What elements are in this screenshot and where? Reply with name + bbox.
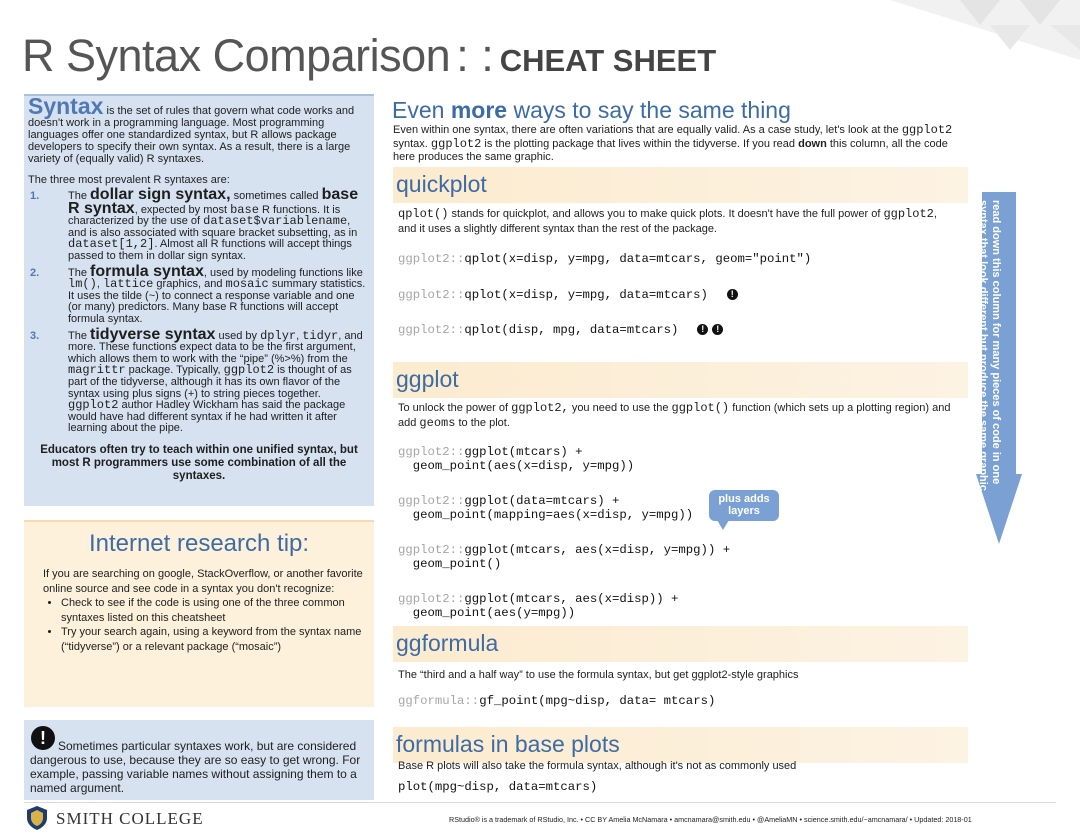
corner-decoration <box>660 0 1080 60</box>
syntax-item-text: R functions. It is characterized by the use of <box>68 203 341 228</box>
section-title-even-more <box>392 97 791 124</box>
title-sub: CHEAT SHEET <box>499 43 717 78</box>
syntax-intro <box>28 93 370 165</box>
ggplot-code: ggplot() <box>671 401 730 415</box>
educators-note: Educators often try to teach within one unified syntax, but most R programmers use some combination of all the syntaxes. <box>40 443 358 482</box>
title-separator: : : <box>456 30 494 81</box>
syntax-prevalent: The three most prevalent R syntaxes are: <box>28 174 230 186</box>
syntax-item-dollar <box>28 186 370 263</box>
research-tip-list <box>43 596 363 654</box>
page-title <box>22 30 716 82</box>
syntax-item-text: . Almost all R functions will accept things passed to them in dollar sign syntax. <box>68 238 352 262</box>
syntax-item-code: tidyr <box>302 328 339 343</box>
syntax-panel <box>24 94 374 506</box>
quickplot-description <box>398 207 953 237</box>
syntax-item-pre: The <box>68 190 87 202</box>
research-tip-panel <box>24 520 374 707</box>
code-text: ggplot(mtcars) + <box>464 445 583 459</box>
syntax-item-pre: The <box>68 329 87 342</box>
ggplot-description <box>398 401 963 431</box>
syntax-item-code: lm() <box>68 277 97 292</box>
syntax-item-text: graphics, and <box>156 278 223 291</box>
syntax-item-number: 2. <box>30 266 40 279</box>
down-arrow-label-wrap <box>968 200 1008 500</box>
ggplot-text: To unlock the power of <box>398 402 509 414</box>
syntax-item-code: magrittr <box>68 363 126 378</box>
even-more-code: ggplot2 <box>430 136 482 151</box>
code-block <box>398 445 634 473</box>
research-tip-title: Internet research tip: <box>88 530 310 557</box>
quickplot-text: stands for quickplot, and allows you to make quick plots. It doesn't have the full power of <box>451 208 881 220</box>
code-line <box>398 323 723 337</box>
syntax-item-code: dplyr <box>260 328 297 343</box>
syntax-heading: Syntax <box>28 93 104 119</box>
code-text: ggplot(mtcars, aes(x=disp, y=mpg)) + <box>464 543 731 557</box>
syntax-item-code: dataset$variablename <box>203 214 348 229</box>
ggplot-band <box>393 362 968 398</box>
code-text: qplot(disp, mpg, data=mtcars) <box>464 323 679 337</box>
syntax-item-text: sometimes called <box>233 190 319 202</box>
even-more-text: this column, all the code here produces the same graphic. <box>393 137 948 163</box>
syntax-item-name: tidyverse syntax <box>90 325 216 343</box>
even-more-text: Even within one syntax, there are often variations that are equally valid. As a case study, let's look at the <box>393 124 899 136</box>
even-more-title-part: ways to say the same thing <box>513 97 791 123</box>
research-tip-body <box>43 567 363 654</box>
syntax-item-code: base <box>230 202 259 217</box>
warning-icon: ! <box>727 289 738 300</box>
even-more-text: is the plotting package that lives within the tidyverse. If you read <box>484 137 796 150</box>
syntax-item-number: 3. <box>30 329 40 342</box>
syntax-item-code: ggplot2 <box>223 363 275 378</box>
syntax-item-text: is thought of as part of the tidyverse, although it has its own flavor of the syntax using plus signs (+) to string pieces together. <box>68 364 352 400</box>
ggplot-code: ggplot2, <box>511 401 569 415</box>
plus-adds-layers-callout: plus adds layers <box>709 490 779 521</box>
code-text: geom_point(aes(y=mpg)) <box>398 606 576 620</box>
syntax-item-tidyverse <box>28 325 370 435</box>
smith-college-logo <box>24 805 50 831</box>
syntax-item-name: formula syntax <box>90 262 204 280</box>
syntax-item-text: package. Typically, <box>128 364 221 377</box>
code-line <box>398 288 738 302</box>
ggplot-code: geoms <box>419 416 456 430</box>
research-tip-bullet: • Try your search again, using a keyword from the syntax name (“tidyverse”) or a relevant package (“mosaic”) <box>61 625 363 654</box>
syntax-item-text: , and is also associated with square bracket subsetting, as in <box>68 215 358 239</box>
warning-text: Sometimes particular syntaxes work, but are considered dangerous to use, because they are so easy to get wrong. For example, passing variable names without assigning them to a named argument. <box>30 739 361 795</box>
syntax-item-name: dollar sign syntax, <box>90 186 231 203</box>
smith-college-name: SMITH COLLEGE <box>56 809 204 828</box>
syntax-item-text: , and more. These functions expect data to be the first argument, which allows them to work with the “pipe” (%>%) from the <box>68 329 363 365</box>
code-line <box>398 694 715 708</box>
code-namespace: ggplot2:: <box>398 494 465 508</box>
syntax-item-name: base R syntax <box>68 186 359 217</box>
warning-icon: ! <box>697 324 708 335</box>
quickplot-band <box>393 167 968 203</box>
syntax-item-number: 1. <box>30 190 40 202</box>
quickplot-code: ggplot2 <box>883 207 934 221</box>
quickplot-text: , and it uses a slightly different syntax than the rest of the package. <box>398 208 937 235</box>
code-text: qplot(x=disp, y=mpg, data=mtcars) <box>464 288 708 302</box>
code-namespace: ggplot2:: <box>398 445 465 459</box>
code-namespace: ggplot2:: <box>398 323 465 337</box>
code-namespace: ggplot2:: <box>398 543 465 557</box>
base-plots-title: formulas in base plots <box>396 731 620 757</box>
syntax-item-text: summary statistics. It uses the tilde (~) to connect a response variable and one (or many) predictors. Many base R functions will accept formula syntax. <box>68 278 366 325</box>
code-block <box>398 592 678 620</box>
warning-icon: ! <box>31 726 55 750</box>
footer-divider <box>24 802 1056 803</box>
code-text: qplot(x=disp, y=mpg, data=mtcars, geom="point") <box>464 252 812 266</box>
syntax-item-code: dataset[1,2] <box>68 237 155 252</box>
research-tip-bullet: • Check to see if the code is using one of the three common syntaxes listed on this cheatsheet <box>61 596 363 625</box>
syntax-item-text: , <box>96 278 100 291</box>
code-namespace: ggformula:: <box>398 694 480 708</box>
ggformula-band <box>393 626 968 662</box>
ggformula-description: The “third and a half way” to use the formula syntax, but get ggplot2-style graphics <box>398 669 799 681</box>
ggplot-text: to the plot. <box>458 417 510 429</box>
code-namespace: ggplot2:: <box>398 592 465 606</box>
syntax-intro-text: is the set of rules that govern what code works and doesn't work in a programming language. Most programming languages offer one standardized syntax, but R allows package developers to specify their own syntax. As a result, there is a large variety of (equally valid) R syntaxes. <box>28 105 355 165</box>
warning-icon: ! <box>712 324 723 335</box>
even-more-code: ggplot2 <box>901 123 953 137</box>
code-line: plot(mpg~disp, data=mtcars) <box>398 780 598 794</box>
syntax-item-text: , <box>296 329 300 342</box>
base-plots-band <box>393 727 968 763</box>
even-more-bold: down <box>798 137 827 150</box>
ggplot-title: ggplot <box>396 366 459 392</box>
syntax-item-formula <box>28 262 370 326</box>
ggformula-title: ggformula <box>396 630 499 656</box>
code-line <box>398 252 811 266</box>
down-arrow-label: read down this column for many pieces of code in one syntax that look different but produce the same graphic <box>977 200 1002 491</box>
syntax-item-code: lattice <box>102 277 154 292</box>
ggplot-text: function (which sets up a plotting region) and add <box>398 402 951 429</box>
code-text: ggplot(mtcars, aes(x=disp)) + <box>464 592 679 606</box>
even-more-title-part: Even <box>392 97 445 123</box>
syntax-item-code: ggplot2 <box>68 398 119 413</box>
syntax-item-text: author Hadley Wickham has said the package would have had different syntax if he had written it after learning about the pipe. <box>68 399 346 435</box>
base-plots-description: Base R plots will also take the formula syntax, although it's not as commonly used <box>398 760 797 772</box>
even-more-title-bold: more <box>450 97 508 123</box>
code-text: ggplot(data=mtcars) + <box>464 494 620 508</box>
footer-credits: RStudio® is a trademark of RStudio, Inc. • CC BY Amelia McNamara • amcnamara@smith.edu • @AmeliaMN • science.smith.edu/~amcnamara/ • Updated: 2018-01 <box>449 815 972 824</box>
syntax-item-code: mosaic <box>225 277 269 292</box>
code-block <box>398 543 730 571</box>
code-text: geom_point() <box>398 557 502 571</box>
title-main: R Syntax Comparison <box>22 30 451 81</box>
quickplot-code: qplot() <box>398 207 449 221</box>
syntax-item-text: , used by modeling functions like <box>203 266 363 279</box>
research-tip-intro: If you are searching on google, StackOverflow, or another favorite online source and see code in a syntax you don't recognize: <box>43 568 363 595</box>
code-namespace: ggplot2:: <box>398 288 465 302</box>
ggplot-text: you need to use the <box>571 402 669 414</box>
code-namespace: ggplot2:: <box>398 252 465 266</box>
quickplot-title: quickplot <box>396 171 487 197</box>
even-more-text: syntax. <box>393 137 428 150</box>
syntax-item-text: used by <box>218 329 258 342</box>
code-text: geom_point(mapping=aes(x=disp, y=mpg)) <box>398 508 694 522</box>
code-block <box>398 494 693 522</box>
syntax-item-text: , expected by most <box>134 203 228 216</box>
code-text: gf_point(mpg~disp, data= mtcars) <box>479 694 716 708</box>
even-more-description <box>393 124 958 165</box>
warning-panel <box>24 720 374 800</box>
code-text: geom_point(aes(x=disp, y=mpg)) <box>398 459 635 473</box>
syntax-item-pre: The <box>68 266 87 279</box>
